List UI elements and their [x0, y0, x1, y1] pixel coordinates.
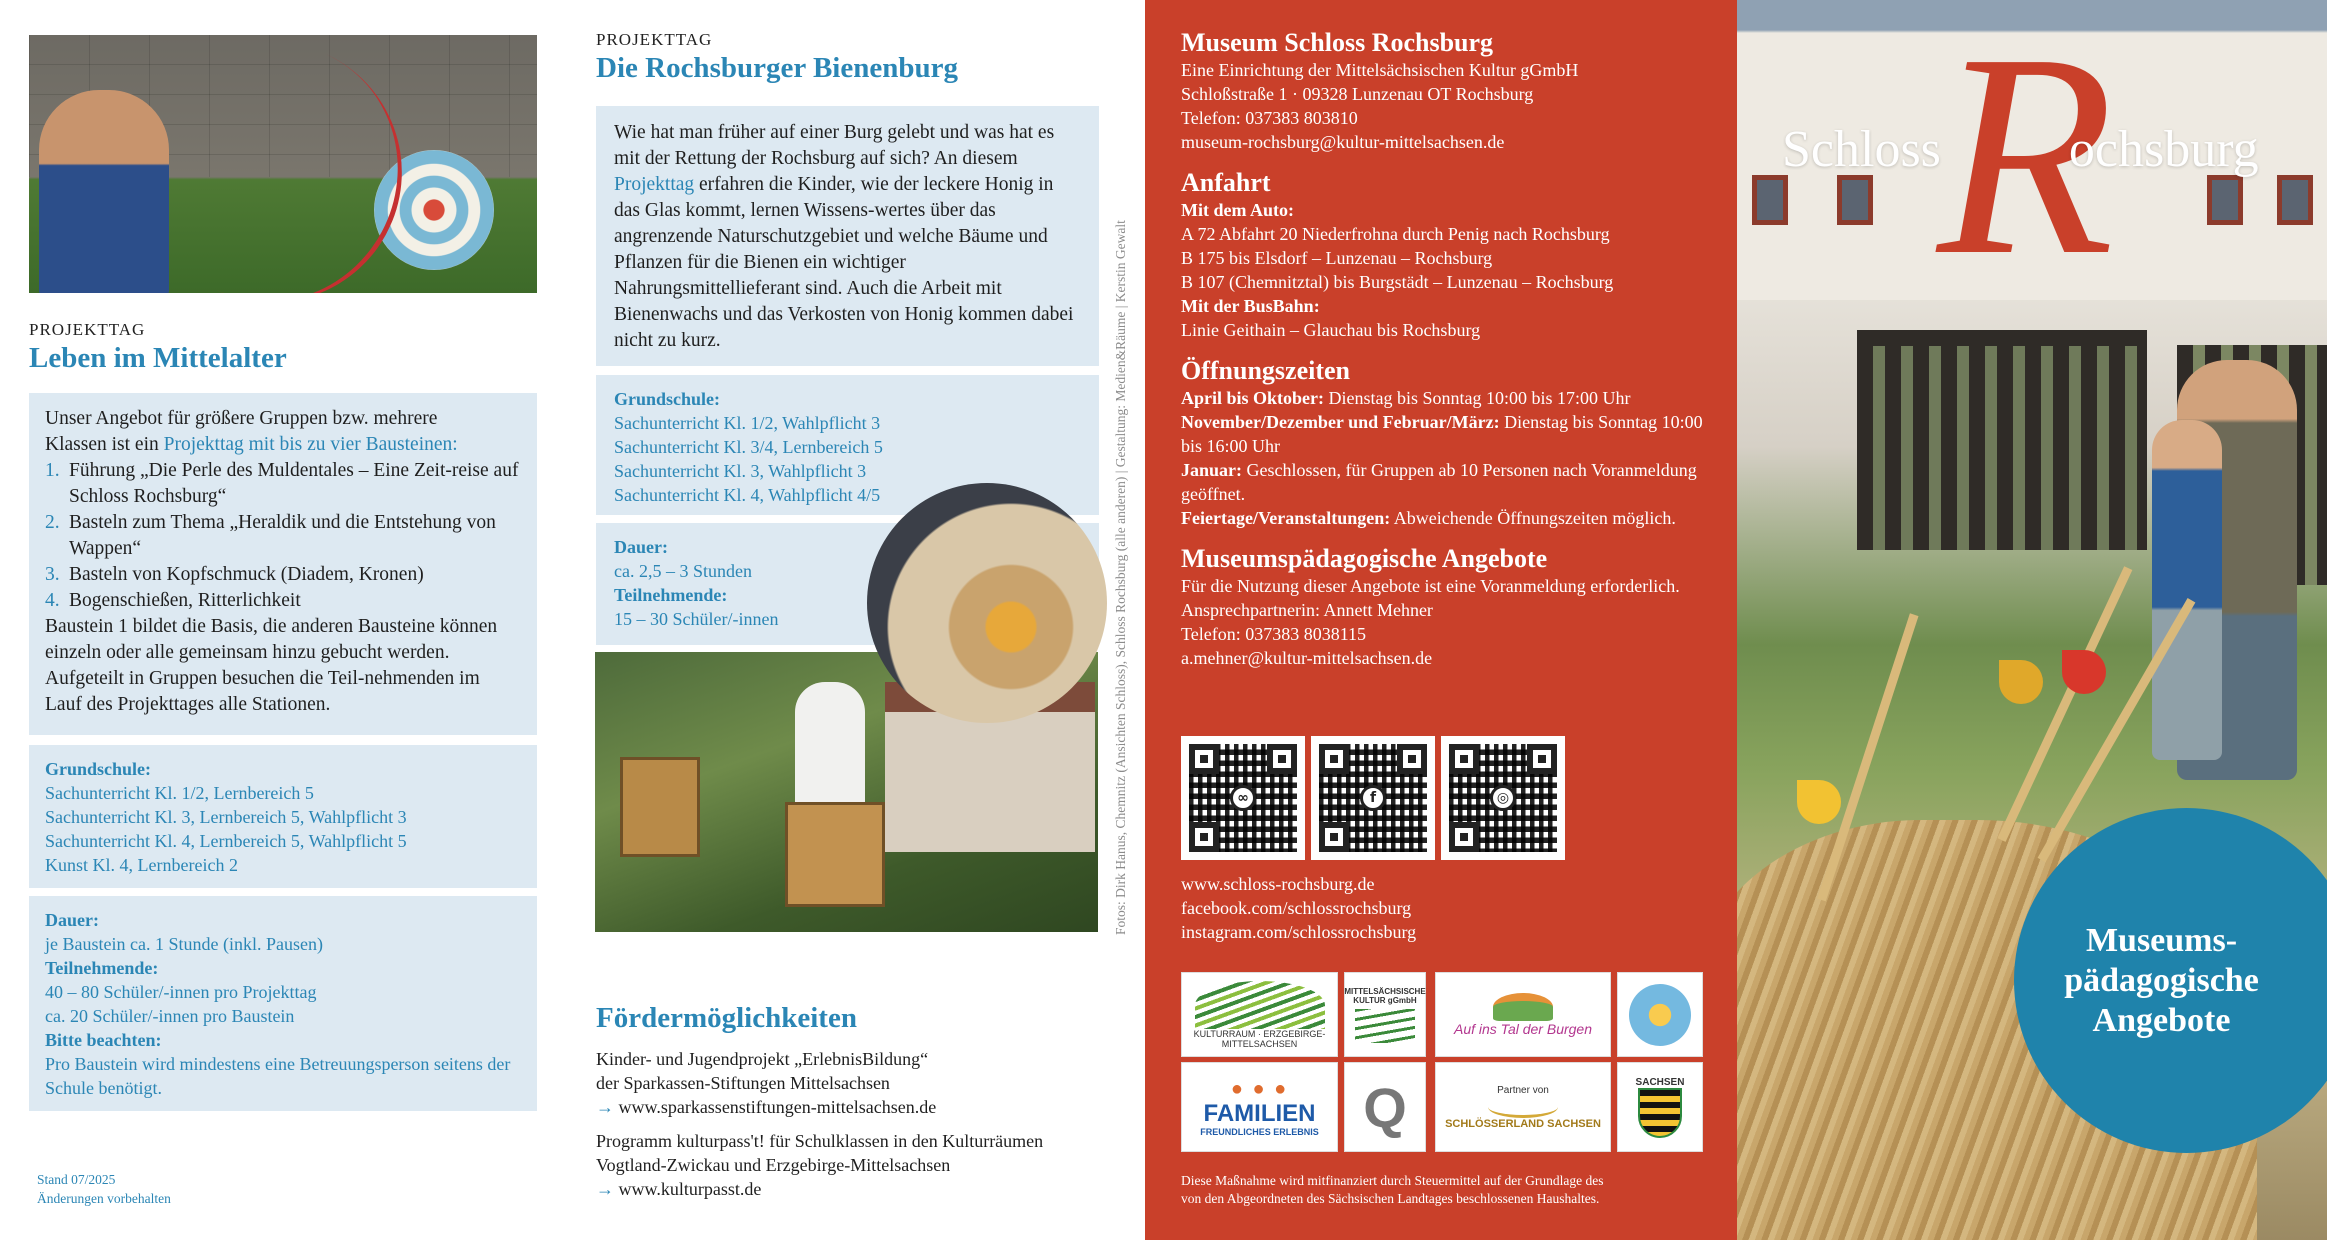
fletching-icon: [1797, 780, 1841, 824]
list-item: 4. Bogenschießen, Ritterlichkeit: [45, 590, 301, 611]
cover-badge: Museums- pädagogische Angebote: [2014, 808, 2327, 1153]
foerder-title: Fördermöglichkeiten: [596, 1002, 857, 1034]
phone[interactable]: Telefon: 037383 803810: [1181, 108, 1358, 128]
grundschule-item: Sachunterricht Kl. 4, Wahlpflicht 4/5: [614, 485, 881, 505]
angebote-line: Für die Nutzung dieser Angebote ist eine Voranmeldung erforderlich.: [1181, 576, 1680, 596]
dauer-value: je Baustein ca. 1 Stunde (inkl. Pausen): [45, 934, 323, 954]
grundschule-label: Grundschule:: [45, 759, 152, 779]
teilnehmende-value: 40 – 80 Schüler/-innen pro Projekttag: [45, 982, 317, 1002]
angebote-title: Museumspädagogische Angebote: [1181, 544, 1548, 573]
intro-text: Wie hat man früher auf einer Burg gelebt und was hat es mit der Rettung der Rochsburg auf sich? An diesem Projekttag erfahren die Kinder, wie der leckere Honig in das Glas kommt, lernen Wissens-wertes über das angrenzende Naturschutzgebiet und welche Bäume und Pflanzen für die Bienen ein wichtiger Nahrungsmittellieferant sind. Auch die Arbeit mit Bienenwachs und das Verkosten von Honig kommen dabei nicht zu kurz.: [614, 122, 1074, 351]
sachsen-logo: SACHSEN: [1617, 1062, 1703, 1152]
museum-title: Museum Schloss Rochsburg: [1181, 28, 1494, 57]
instagram-link[interactable]: instagram.com/schlossrochsburg: [1181, 922, 1417, 942]
dauer-label: Dauer:: [45, 910, 99, 930]
logo-title: Schloss ochsburg: [1782, 121, 2259, 178]
kulturraum-logo: KULTURRAUM · ERZGEBIRGE-MITTELSACHSEN: [1181, 972, 1338, 1057]
route-line: B 175 bis Elsdorf – Lunzenau – Rochsburg: [1181, 248, 1493, 268]
footnote: Diese Maßnahme wird mitfinanziert durch Steuermittel auf der Grundlage des von den Abgeordneten des Sächsischen Landtages beschlossenen Haushaltes.: [1181, 1173, 1604, 1206]
intro-box: [29, 393, 537, 735]
panel-leben-im-mittelalter: [0, 0, 560, 1240]
intro-outro: Baustein 1 bildet die Basis, die anderen Bausteine können einzeln oder alle gemeinsam hinzu gebucht werden. Aufgeteilt in Gruppen besuchen die Teil-nehmenden im Lauf des Projekttages alle Stationen.: [45, 616, 498, 715]
fletching-icon: [1999, 660, 2043, 704]
hours-line: Januar: Geschlossen, für Gruppen ab 10 Personen nach Voranmeldung geöffnet.: [1181, 460, 1697, 504]
grundschule-label: Grundschule:: [614, 389, 721, 409]
list-item: 1. Führung „Die Perle des Muldentales – Eine Zeit-reise auf Schloss Rochsburg“: [45, 460, 519, 507]
beehive-icon: [620, 757, 700, 857]
foerder1-line: der Sparkassen-Stiftungen Mittelsachsen: [596, 1073, 890, 1093]
link-icon: ∞: [1230, 785, 1256, 811]
kicker: PROJEKTTAG: [596, 30, 713, 49]
website-link[interactable]: www.schloss-rochsburg.de: [1181, 874, 1375, 894]
section-title: Die Rochsburger Bienenburg: [596, 52, 958, 84]
anfahrt-title: Anfahrt: [1181, 168, 1271, 197]
intro-highlight: Projekttag: [614, 174, 695, 195]
photo-fence: [1857, 330, 2147, 550]
foerder2-line: Vogtland-Zwickau und Erzgebirge-Mittelsachsen: [596, 1155, 951, 1175]
photo-honey-circle: [867, 483, 1107, 723]
panel-contact: [1145, 0, 1737, 1240]
beehive-icon: [785, 802, 885, 907]
grundschule-item: Sachunterricht Kl. 1/2, Lernbereich 5: [45, 783, 314, 803]
list-item: 3. Basteln von Kopfschmuck (Diadem, Kronen): [45, 564, 424, 585]
facebook-icon: f: [1360, 785, 1386, 811]
route-line: A 72 Abfahrt 20 Niederfrohna durch Penig nach Rochsburg: [1181, 224, 1610, 244]
photo-child-archery: [29, 35, 537, 293]
hours-line: Feiertage/Veranstaltungen: Abweichende Öffnungszeiten möglich.: [1181, 508, 1676, 528]
photo-archer-child: [2152, 420, 2222, 760]
email-link[interactable]: museum-rochsburg@kultur-mittelsachsen.de: [1181, 132, 1505, 152]
grundschule-item: Sachunterricht Kl. 3, Wahlpflicht 3: [614, 461, 867, 481]
phone[interactable]: Telefon: 037383 8038115: [1181, 624, 1367, 644]
arrow-right-icon: →: [596, 1179, 614, 1199]
q-logo: Q: [1344, 1062, 1426, 1152]
logo-letter-r: R: [1937, 0, 2115, 315]
bus-label: Mit der BusBahn:: [1181, 296, 1320, 316]
list-item: 2. Basteln zum Thema „Heraldik und die Entstehung von Wappen“: [45, 512, 496, 559]
contact-person: Ansprechpartnerin: Annett Mehner: [1181, 600, 1433, 620]
hours-line: April bis Oktober: Dienstag bis Sonntag 10:00 bis 17:00 Uhr: [1181, 388, 1631, 408]
foerder2-link[interactable]: → www.kulturpasst.de: [596, 1179, 762, 1199]
hours-line: November/Dezember und Februar/März: Dienstag bis Sonntag 10:00 bis 16:00 Uhr: [1181, 412, 1703, 456]
mittelsaechsische-kultur-logo: MITTELSÄCHSISCHE KULTUR gGmbH: [1344, 972, 1426, 1057]
dauer-label: Dauer:: [614, 537, 668, 557]
grundschule-item: Sachunterricht Kl. 4, Lernbereich 5, Wahlpflicht 5: [45, 831, 407, 851]
address-line: Schloßstraße 1 · 09328 Lunzenau OT Rochsburg: [1181, 84, 1534, 104]
details-box: [29, 896, 537, 1111]
teilnehmende-value: 15 – 30 Schüler/-innen: [614, 609, 779, 629]
grundschule-item: Kunst Kl. 4, Lernbereich 2: [45, 855, 238, 875]
foerder1-line: Kinder- und Jugendprojekt „ErlebnisBildung“: [596, 1049, 929, 1069]
beachten-label: Bitte beachten:: [45, 1030, 162, 1050]
grundschule-item: Sachunterricht Kl. 3/4, Lernbereich 5: [614, 437, 883, 457]
grundschule-item: Sachunterricht Kl. 1/2, Wahlpflicht 3: [614, 413, 881, 433]
teilnehmende-value: ca. 20 Schüler/-innen pro Baustein: [45, 1006, 295, 1026]
address-line: Eine Einrichtung der Mittelsächsischen Kultur gGmbH: [1181, 60, 1579, 80]
panel-cover: [1737, 0, 2327, 1240]
arrow-right-icon: →: [596, 1097, 614, 1117]
stand-note: Stand 07/2025 Änderungen vorbehalten: [37, 1172, 171, 1206]
qr-code-website[interactable]: [1181, 736, 1305, 860]
route-line: B 107 (Chemnitztal) bis Burgstädt – Lunzenau – Rochsburg: [1181, 272, 1614, 292]
intro-highlight: Projekttag mit bis zu vier Bausteinen:: [163, 434, 458, 455]
intro-line-1: Unser Angebot für größere Gruppen bzw. mehrere: [45, 408, 438, 429]
ausserschulischer-lernort-logo: [1617, 972, 1703, 1057]
section-title: Leben im Mittelalter: [29, 342, 287, 374]
bus-line: Linie Geithain – Glauchau bis Rochsburg: [1181, 320, 1481, 340]
kicker: PROJEKTTAG: [29, 320, 146, 339]
qr-code-instagram[interactable]: [1441, 736, 1565, 860]
oeffnung-title: Öffnungszeiten: [1181, 356, 1350, 385]
tal-der-burgen-logo: Auf ins Tal der Burgen: [1435, 972, 1611, 1057]
dauer-value: ca. 2,5 – 3 Stunden: [614, 561, 752, 581]
teilnehmende-label: Teilnehmende:: [45, 958, 159, 978]
foerder1-link[interactable]: → www.sparkassenstiftungen-mittelsachsen.de: [596, 1097, 937, 1117]
grundschule-item: Sachunterricht Kl. 3, Lernbereich 5, Wahlpflicht 3: [45, 807, 407, 827]
intro-line-2: Klassen ist ein Projekttag mit bis zu vier Bausteinen:: [45, 434, 458, 455]
auto-label: Mit dem Auto:: [1181, 200, 1294, 220]
email-link[interactable]: a.mehner@kultur-mittelsachsen.de: [1181, 648, 1433, 668]
qr-code-facebook[interactable]: [1311, 736, 1435, 860]
foerder2-line: Programm kulturpass't! für Schulklassen in den Kulturräumen: [596, 1131, 1044, 1151]
beachten-value: Pro Baustein wird mindestens eine Betreuungsperson seitens der Schule benötigt.: [45, 1054, 511, 1098]
photo-credits: Fotos: Dirk Hanus, Chemnitz (Ansichten Schloss), Schloss Rochsburg (alle anderen) | Gestaltung: Medien&Räume | Kerstin Gewalt: [1113, 220, 1128, 935]
fletching-icon: [2062, 650, 2106, 694]
schloesserland-logo: Partner von SCHLÖSSERLAND SACHSEN: [1435, 1062, 1611, 1152]
grundschule-box: [29, 745, 537, 888]
familien-logo: ● ● ● FAMILIEN FREUNDLICHES ERLEBNIS: [1181, 1062, 1338, 1152]
facebook-link[interactable]: facebook.com/schlossrochsburg: [1181, 898, 1412, 918]
intro-box: [596, 106, 1099, 366]
instagram-icon: ◎: [1490, 785, 1516, 811]
teilnehmende-label: Teilnehmende:: [614, 585, 728, 605]
